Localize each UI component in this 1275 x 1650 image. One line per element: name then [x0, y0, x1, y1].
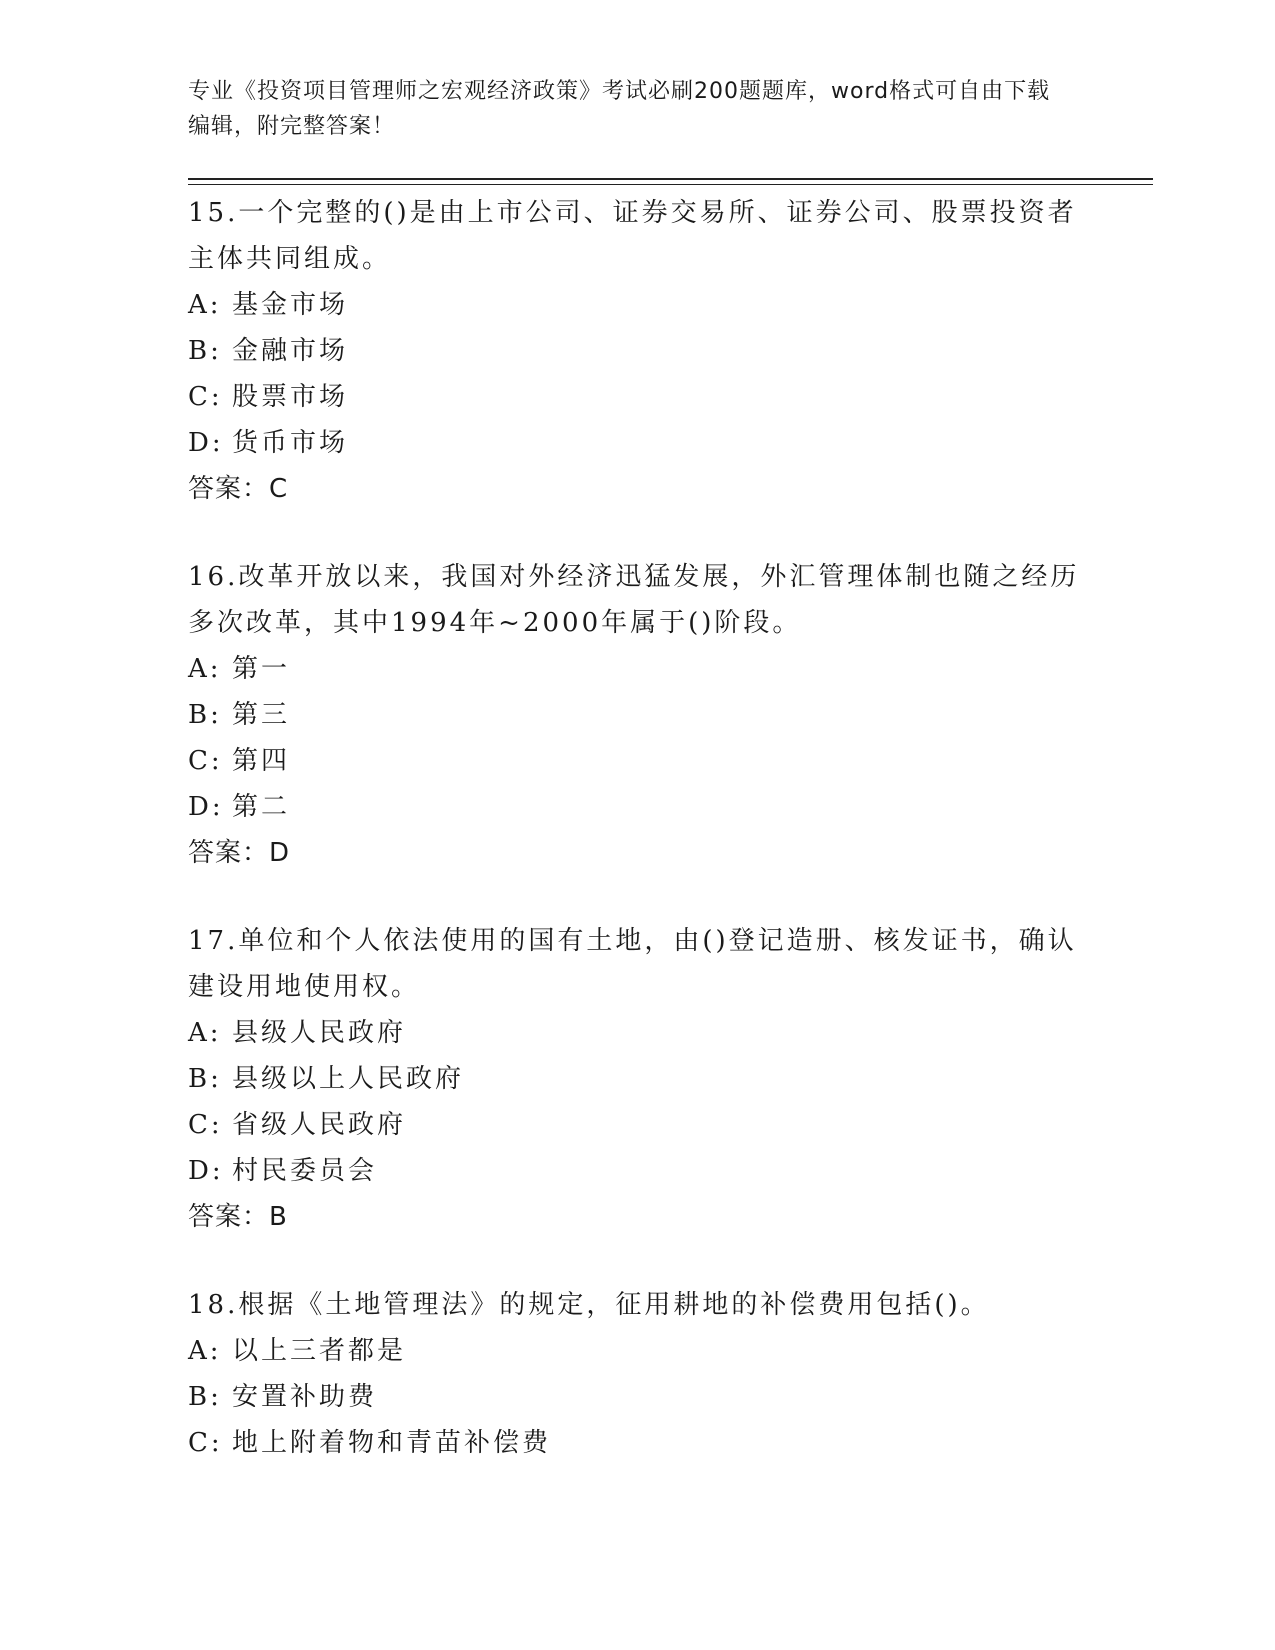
question-17: [188, 918, 1148, 1240]
question-stem: 16.改革开放以来，我国对外经济迅猛发展，外汇管理体制也随之经历多次改革，其中1994年~2000年属于()阶段。: [188, 562, 1080, 638]
option-letter: A:: [188, 1018, 222, 1048]
option-text: 县级人民政府: [232, 1018, 407, 1048]
header-rule-thick: [188, 178, 1153, 180]
option-text: 以上三者都是: [232, 1336, 407, 1366]
option-text: 省级人民政府: [232, 1110, 407, 1140]
option-text: 县级以上人民政府: [232, 1064, 465, 1094]
option-c: [188, 738, 1148, 784]
option-text: 村民委员会: [232, 1156, 378, 1186]
option-letter: B:: [188, 700, 222, 730]
option-text: 货币市场: [232, 428, 349, 458]
question-16: [188, 554, 1148, 876]
option-c: [188, 374, 1148, 420]
option-letter: D:: [188, 428, 224, 458]
option-letter: A:: [188, 1336, 222, 1366]
option-b: [188, 1374, 1148, 1420]
option-text: 股票市场: [232, 382, 349, 412]
option-letter: A:: [188, 654, 222, 684]
option-text: 地上附着物和青苗补偿费: [232, 1428, 552, 1458]
option-d: [188, 784, 1148, 830]
question-list: [188, 190, 1148, 1466]
option-text: 金融市场: [232, 336, 349, 366]
option-c: [188, 1420, 1148, 1466]
question-stem: 15.一个完整的()是由上市公司、证券交易所、证券公司、股票投资者主体共同组成。: [188, 198, 1077, 274]
document-header: 专业《投资项目管理师之宏观经济政策》考试必刷200题题库，word格式可自由下载编辑，附完整答案！: [188, 79, 1051, 139]
option-a: [188, 646, 1148, 692]
option-letter: A:: [188, 290, 222, 320]
option-d: [188, 1148, 1148, 1194]
answer-line: 答案：D: [188, 838, 291, 868]
option-a: [188, 1328, 1148, 1374]
option-text: 第一: [232, 654, 291, 684]
option-letter: C:: [188, 382, 223, 412]
header-rule-thin: [188, 184, 1153, 185]
option-letter: B:: [188, 1064, 222, 1094]
option-d: [188, 420, 1148, 466]
option-text: 第二: [232, 792, 291, 822]
question-stem: 17.单位和个人依法使用的国有土地，由()登记造册、核发证书，确认建设用地使用权。: [188, 926, 1077, 1002]
question-stem: 18.根据《土地管理法》的规定，征用耕地的补偿费用包括()。: [188, 1290, 990, 1320]
option-c: [188, 1102, 1148, 1148]
option-letter: B:: [188, 1382, 222, 1412]
option-letter: C:: [188, 1110, 223, 1140]
option-b: [188, 1056, 1148, 1102]
option-letter: B:: [188, 336, 222, 366]
option-letter: D:: [188, 792, 224, 822]
option-b: [188, 692, 1148, 738]
answer-line: 答案：C: [188, 474, 289, 504]
option-text: 基金市场: [232, 290, 349, 320]
option-letter: C:: [188, 1428, 223, 1458]
answer-line: 答案：B: [188, 1202, 288, 1232]
option-text: 安置补助费: [232, 1382, 378, 1412]
option-b: [188, 328, 1148, 374]
question-15: [188, 190, 1148, 512]
question-18: [188, 1282, 1148, 1466]
option-a: [188, 1010, 1148, 1056]
option-letter: D:: [188, 1156, 224, 1186]
option-text: 第四: [232, 746, 291, 776]
option-a: [188, 282, 1148, 328]
option-text: 第三: [232, 700, 291, 730]
option-letter: C:: [188, 746, 223, 776]
